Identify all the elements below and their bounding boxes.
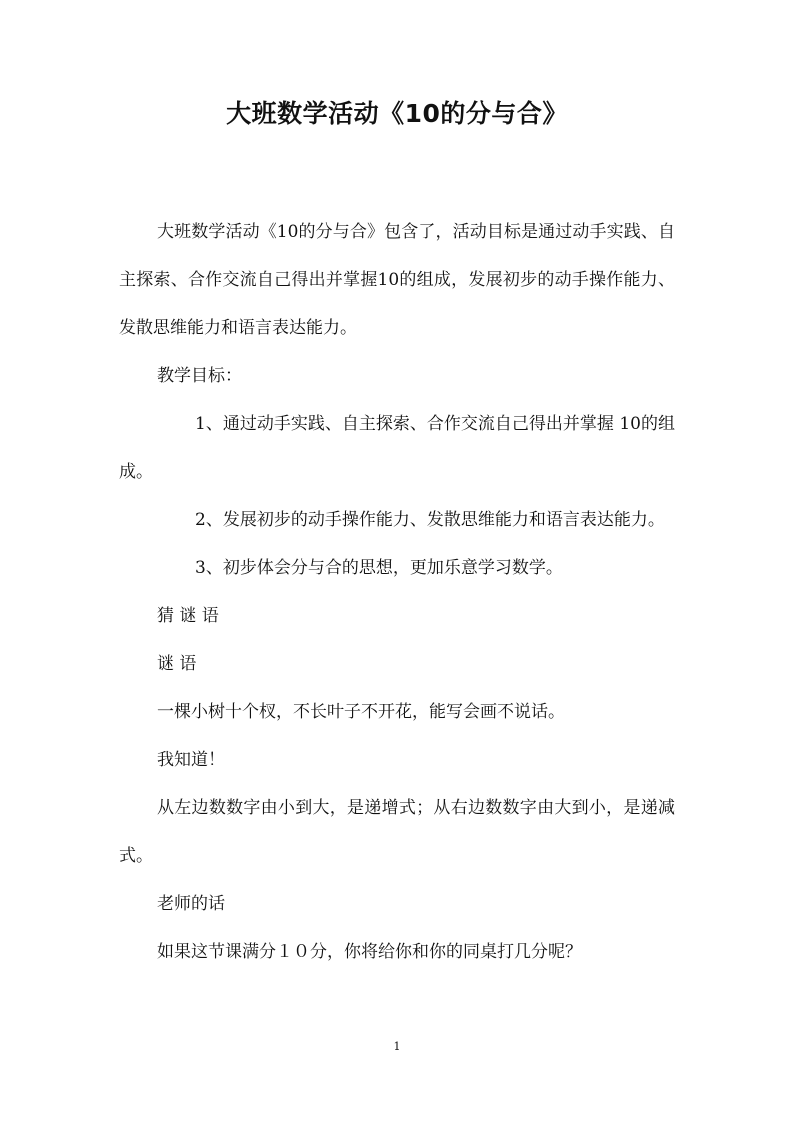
teacher-words-heading: 老师的话 — [157, 894, 225, 914]
objective-item-1: 1、通过动手实践、自主探索、合作交流自己得出并掌握 10的组成。 — [119, 414, 675, 482]
riddle-label: 谜 语 — [157, 654, 197, 674]
page-number: 1 — [393, 1040, 401, 1053]
objectives-heading: 教学目标： — [157, 366, 242, 386]
teacher-words-text: 如果这节课满分１０分，你将给你和你的同桌打几分呢？ — [157, 942, 582, 962]
objective-item-3: 3、初步体会分与合的思想，更加乐意学习数学。 — [195, 558, 563, 578]
intro-paragraph: 大班数学活动《10的分与合》包含了，活动目标是通过动手实践、自主探索、合作交流自己得出并掌握10的组成，发展初步的动手操作能力、发散思维能力和语言表达能力。 — [119, 222, 675, 338]
document-title: 大班数学活动《10的分与合》 — [226, 99, 568, 128]
riddle-text: 一棵小树十个杈，不长叶子不开花，能写会画不说话。 — [157, 702, 565, 722]
i-know-heading: 我知道！ — [157, 750, 225, 770]
i-know-text: 从左边数数字由小到大，是递增式；从右边数数字由大到小，是递减式。 — [119, 798, 675, 866]
objective-item-2: 2、发展初步的动手操作能力、发散思维能力和语言表达能力。 — [195, 510, 665, 530]
riddle-section-heading: 猜 谜 语 — [157, 606, 219, 626]
document-body — [119, 208, 675, 976]
